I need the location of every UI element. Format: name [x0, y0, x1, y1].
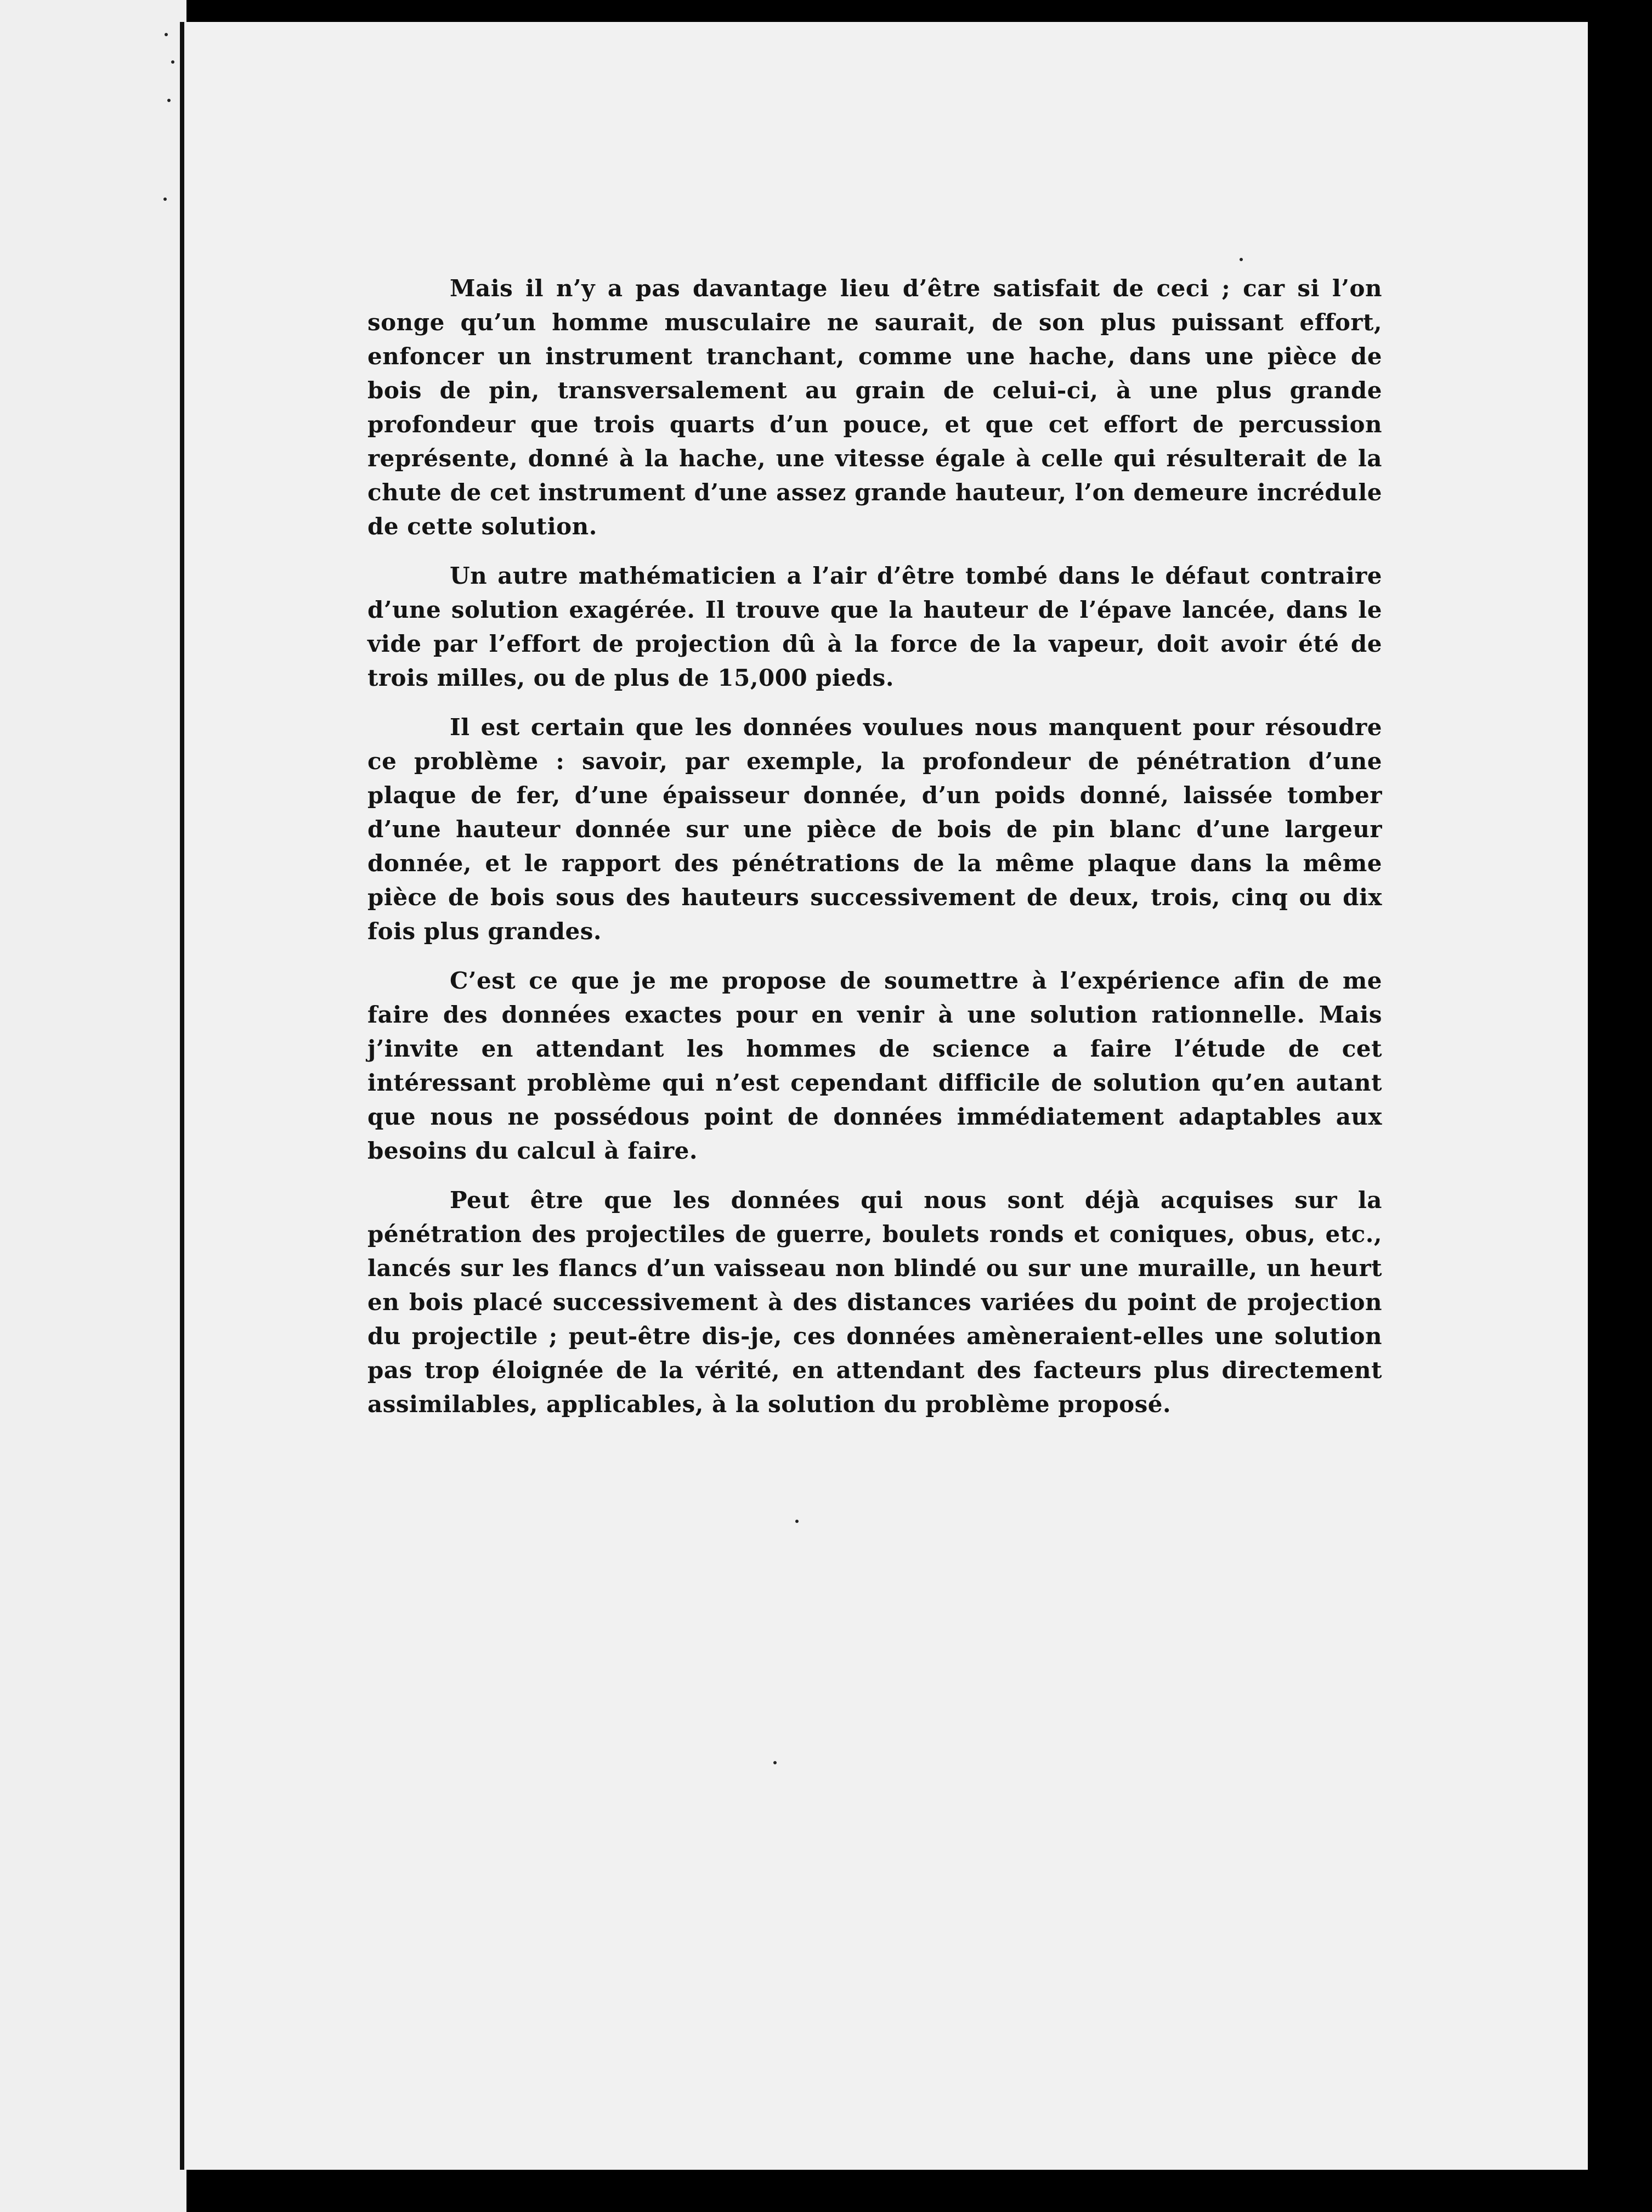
left-border-rule: [180, 22, 184, 2170]
margin-speck: [163, 198, 167, 201]
paragraph-1: Mais il n’y a pas davantage lieu d’être satisfait de ceci ; car si l’on songe qu’un homme musculaire ne saurait, de son plus puissant effort, enfoncer un instrument tranchant, comme une hache, dans une pièce de bois de pin, transversalement au grain de celui-ci, à une plus grande profondeur que trois quarts d’un pouce, et que cet effort de percussion représente, donné à la hache, une vitesse égale à celle qui résulterait de la chute de cet instrument d’une assez grande hauteur, l’on demeure incrédule de cette solution.: [367, 275, 1382, 540]
paragraph-2: Un autre mathématicien a l’air d’être tombé dans le défaut contraire d’une solution exagérée. Il trouve que la hauteur de l’épave lancée, dans le vide par l’effort de projection dû à la force de la vapeur, doit avoir été de trois milles, ou de plus de 15,000 pieds.: [367, 562, 1382, 691]
document-page: [186, 22, 1588, 2170]
page-speck: [795, 1520, 799, 1523]
margin-speck: [167, 99, 171, 102]
page-speck: [773, 1761, 777, 1764]
left-margin-strip: [0, 0, 186, 2212]
page-speck: [1240, 258, 1243, 261]
paragraph-4: C’est ce que je me propose de soumettre à l’expérience afin de me faire des données exactes pour en venir à une solution rationnelle. Mais j’invite en attendant les hommes de science a faire l’étude de cet intéressant problème qui n’est cependant difficile de solution qu’en autant que nous ne possédous point de données immédiatement adaptables aux besoins du calcul à faire.: [367, 967, 1382, 1164]
paragraph-5: Peut être que les données qui nous sont déjà acquises sur la pénétration des projectiles de guerre, boulets ronds et coniques, obus, etc., lancés sur les flancs d’un vaisseau non blindé ou sur une muraille, un heurt en bois placé successivement à des distances variées du point de projection du projectile ; peut-être dis-je, ces données amèneraient-elles une solution pas trop éloignée de la vérité, en attendant des facteurs plus directement assimilables, applicables, à la solution du problème proposé.: [367, 1187, 1382, 1418]
margin-speck: [171, 60, 174, 64]
body-text: [367, 272, 1382, 1437]
margin-speck: [165, 33, 168, 36]
paragraph-3: Il est certain que les données voulues nous manquent pour résoudre ce problème : savoir, par exemple, la profondeur de pénétration d’une plaque de fer, d’une épaisseur donnée, d’un poids donné, laissée tomber d’une hauteur donnée sur une pièce de bois de pin blanc d’une largeur donnée, et le rapport des pénétrations de la même plaque dans la même pièce de bois sous des hauteurs successivement de deux, trois, cinq ou dix fois plus grandes.: [367, 714, 1382, 945]
